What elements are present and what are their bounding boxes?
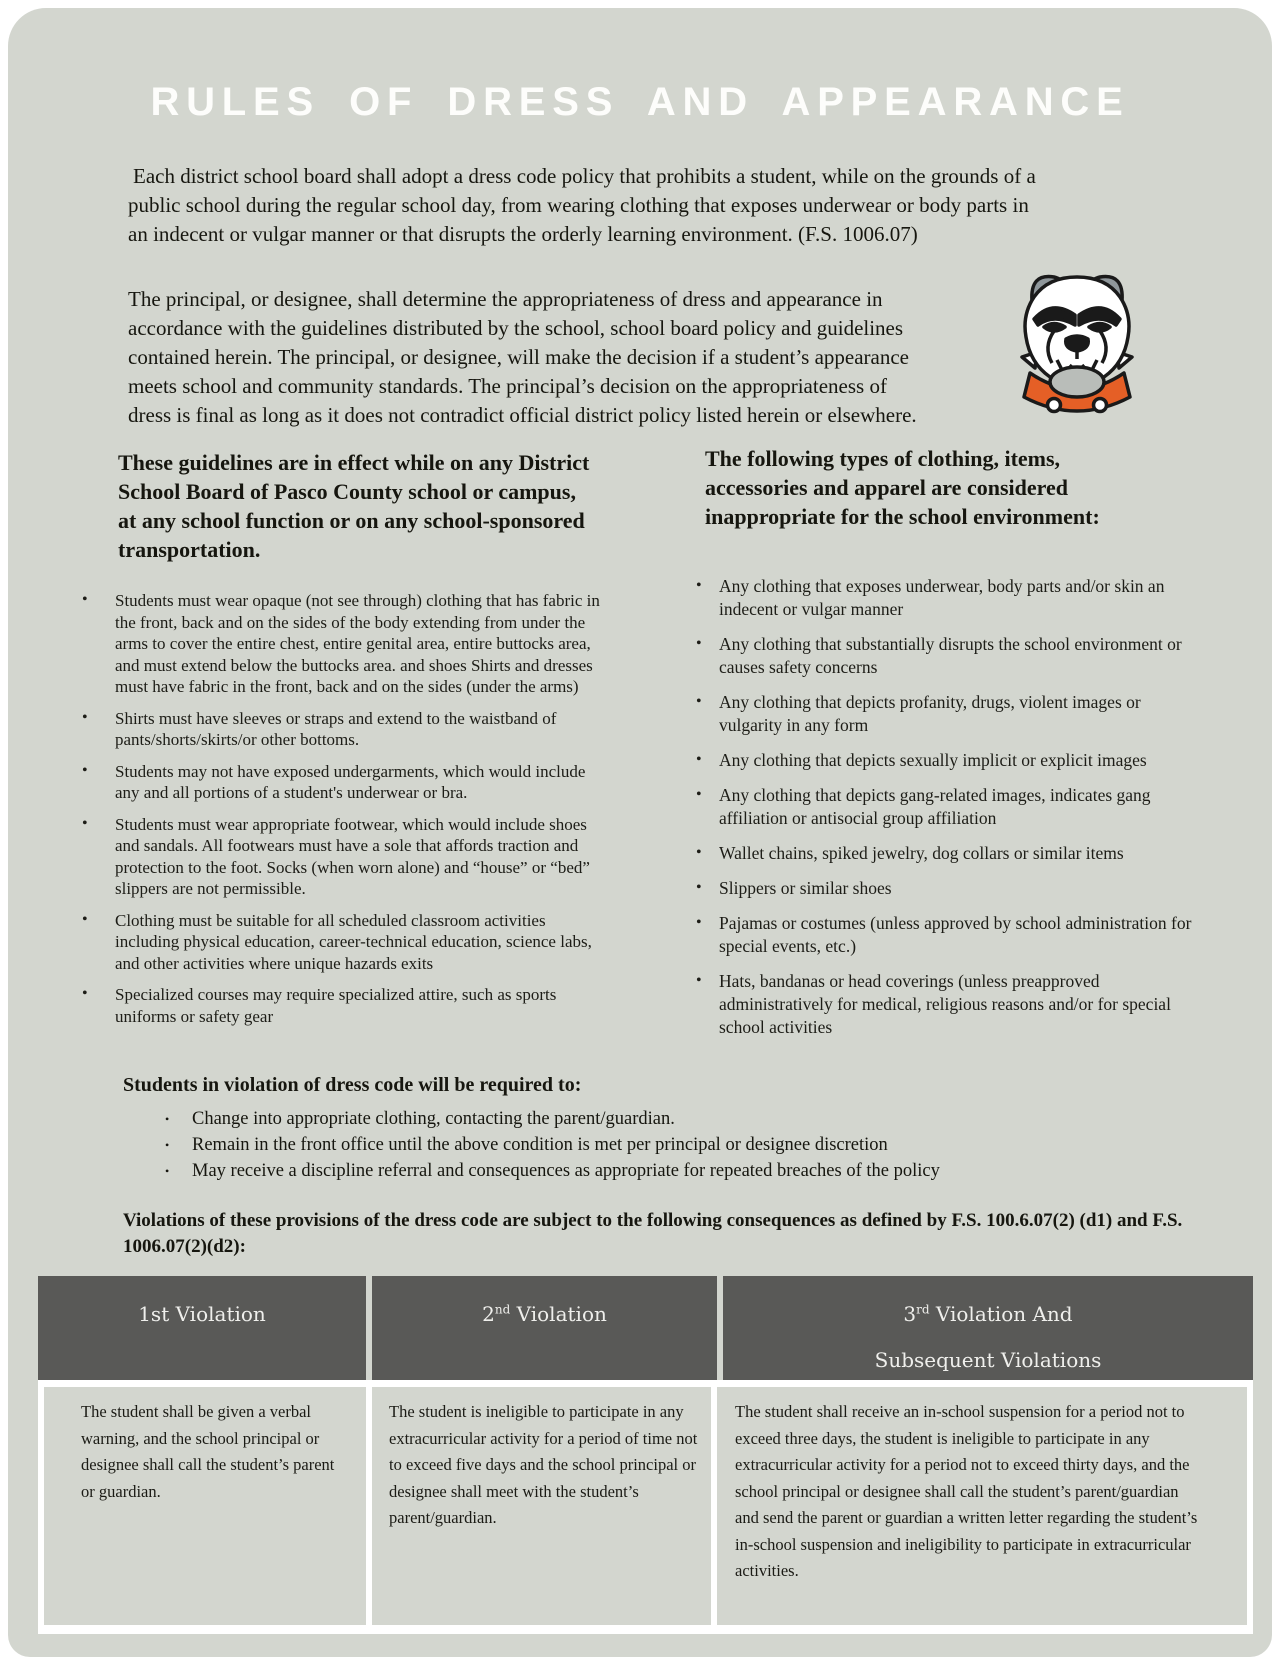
guidelines-column <box>68 448 633 1051</box>
inappropriate-items-list <box>683 575 1258 1039</box>
guidelines-heading: These guidelines are in effect while on any District School Board of Pasco County school or campus, at any school function or on any school-sponsored transportation. <box>118 450 590 562</box>
list-item <box>683 912 1203 958</box>
list-item-text: May receive a discipline referral and consequences as appropriate for repeated breaches of the policy <box>192 1161 940 1181</box>
bullet-icon: • <box>82 814 88 832</box>
header-cell-third-violation: 3rd Violation And Subsequent Violations <box>723 1276 1253 1380</box>
bullet-icon: • <box>82 985 88 1002</box>
bullet-icon: • <box>82 910 88 928</box>
list-item <box>683 633 1203 679</box>
inappropriate-items-column <box>683 448 1258 1051</box>
violation-requirements-section <box>123 1073 1272 1184</box>
bullet-icon: • <box>696 914 702 931</box>
list-item <box>68 814 608 900</box>
bullet-icon: • <box>696 635 702 652</box>
bullet-icon: • <box>165 1112 170 1126</box>
list-item <box>683 749 1203 772</box>
list-item <box>683 842 1203 865</box>
violation-requirements-list <box>159 1106 1272 1184</box>
violations-table-body <box>38 1380 1253 1634</box>
list-item-text: Slippers or similar shoes <box>719 878 892 898</box>
page-title: RULES OF DRESS AND APPEARANCE <box>150 80 1130 124</box>
list-item-text: Hats, bandanas or head coverings (unless preapproved administratively for medical, religious reasons and/or for special school activities <box>719 971 1171 1037</box>
bullet-icon: • <box>165 1138 170 1152</box>
cell-third-violation-consequence: The student shall receive an in-school suspension for a period not to exceed three days, the student is ineligible to participate in any extracurricular activity for a period not to exceed thirty days, and the school principal or designee shall call the student’s parent/guardian and send the parent or guardian a written letter regarding the student’s in-school suspension and ineligibility to participate in extracurricular activities. <box>717 1387 1247 1625</box>
list-item-text: Clothing must be suitable for all scheduled classroom activities including physical education, career-technical education, science labs, and other activities where unique hazards exits <box>115 910 592 973</box>
violations-table-body-row <box>44 1387 1247 1625</box>
list-item-text: Pajamas or costumes (unless approved by school administration for special events, etc.) <box>719 913 1192 956</box>
violations-table <box>38 1276 1253 1634</box>
list-item-text: Students must wear appropriate footwear, which would include shoes and sandals. All footwears must have a sole that affords traction and protection to the foot. Socks (when worn alone) and “house” or “bed” slippers are not permissible. <box>115 814 590 898</box>
bullet-icon: • <box>82 708 88 726</box>
consequences-intro: Violations of these provisions of the dress code are subject to the following consequences as defined by F.S. 100.6.07(2) (d1) and F.S. 1006.07(2)(d2): <box>123 1210 1183 1257</box>
guidelines-list <box>68 590 633 1027</box>
intro-paragraph-1: Each district school board shall adopt a dress code policy that prohibits a student, while on the grounds of a public school during the regular school day, from wearing clothing that exposes underwear or body parts in an indecent or vulgar manner or that disrupts the orderly learning environment. (F.S. 1006.07) <box>128 164 1036 246</box>
header-cell-first-violation: 1st Violation <box>38 1276 366 1380</box>
list-item-text: Any clothing that depicts gang-related images, indicates gang affiliation or antisocial group affiliation <box>719 785 1151 828</box>
header-cell-second-violation: 2nd Violation <box>372 1276 717 1380</box>
list-item <box>159 1158 1272 1184</box>
list-item <box>683 784 1203 830</box>
list-item-text: Wallet chains, spiked jewelry, dog collars or similar items <box>719 843 1124 863</box>
list-item-text: Any clothing that depicts profanity, drugs, violent images or vulgarity in any form <box>719 692 1141 735</box>
bullet-icon: • <box>696 879 702 896</box>
header-cell-third-violation-line2: Subsequent Violations <box>874 1348 1102 1372</box>
list-item-text: Students must wear opaque (not see through) clothing that has fabric in the front, back and on the sides of the body extending from under the arms to cover the entire chest, entire genital area, entire buttocks area, and must extend below the buttocks area. and shoes Shirts and dresses must have fabric in the front, back and on the sides (under the arms) <box>115 591 600 696</box>
bullet-icon: • <box>82 761 88 779</box>
bullet-icon: • <box>696 693 702 710</box>
bullet-icon: • <box>696 751 702 768</box>
violation-requirements-heading: Students in violation of dress code will be required to: <box>123 1074 582 1096</box>
list-item <box>68 761 608 804</box>
cell-first-violation-consequence: The student shall be given a verbal warning, and the school principal or designee shall call the student’s parent or guardian. <box>44 1387 366 1625</box>
list-item <box>68 708 608 751</box>
list-item <box>159 1132 1272 1158</box>
list-item-text: Any clothing that substantially disrupts the school environment or causes safety concerns <box>719 634 1182 677</box>
list-item <box>68 984 608 1027</box>
list-item <box>683 691 1203 737</box>
list-item-text: Remain in the front office until the above condition is met per principal or designee discretion <box>192 1135 888 1155</box>
intro-row <box>128 273 1272 430</box>
list-item-text: Shirts must have sleeves or straps and extend to the waistband of pants/shorts/skirts/or other bottoms. <box>115 708 557 749</box>
list-item-text: Any clothing that exposes underwear, body parts and/or skin an indecent or vulgar manner <box>719 576 1165 619</box>
intro-paragraph-2: The principal, or designee, shall determine the appropriateness of dress and appearance in accordance with the guidelines distributed by the school, school board policy and guidelines contained herein. The principal, or designee, will make the decision if a student’s appearance meets school and community standards. The principal’s decision on the appropriateness of dress is final as long as it does not contradict official district policy listed herein or elsewhere. <box>128 287 917 427</box>
bullet-icon: • <box>82 591 88 608</box>
bullet-icon: • <box>696 844 702 861</box>
bullet-icon: • <box>696 972 702 989</box>
list-item <box>68 590 608 698</box>
list-item-text: Students may not have exposed undergarments, which would include any and all portions of a student's underwear or bra. <box>115 761 586 802</box>
list-item <box>68 910 608 975</box>
list-item <box>683 970 1203 1039</box>
bullet-icon: • <box>696 786 702 803</box>
bulldog-logo-icon <box>1002 265 1152 428</box>
bullet-icon: • <box>696 577 702 594</box>
inappropriate-items-heading: The following types of clothing, items, accessories and apparel are considered inappropriate for the school environment: <box>705 446 1100 529</box>
list-item <box>159 1106 1272 1132</box>
violations-table-header-row <box>38 1276 1253 1380</box>
list-item <box>683 575 1203 621</box>
cell-second-violation-consequence: The student is ineligible to participate in any extracurricular activity for a period of time not to exceed five days and the school principal or designee shall meet with the student’s parent/guardian. <box>372 1387 711 1625</box>
guidelines-columns <box>68 448 1272 1051</box>
list-item-text: Any clothing that depicts sexually implicit or explicit images <box>719 750 1147 770</box>
dress-code-sheet <box>8 8 1272 1657</box>
list-item-text: Change into appropriate clothing, contacting the parent/guardian. <box>192 1109 675 1129</box>
list-item-text: Specialized courses may require specialized attire, such as sports uniforms or safety gear <box>115 985 557 1026</box>
bullet-icon: • <box>165 1164 170 1178</box>
list-item <box>683 877 1203 900</box>
